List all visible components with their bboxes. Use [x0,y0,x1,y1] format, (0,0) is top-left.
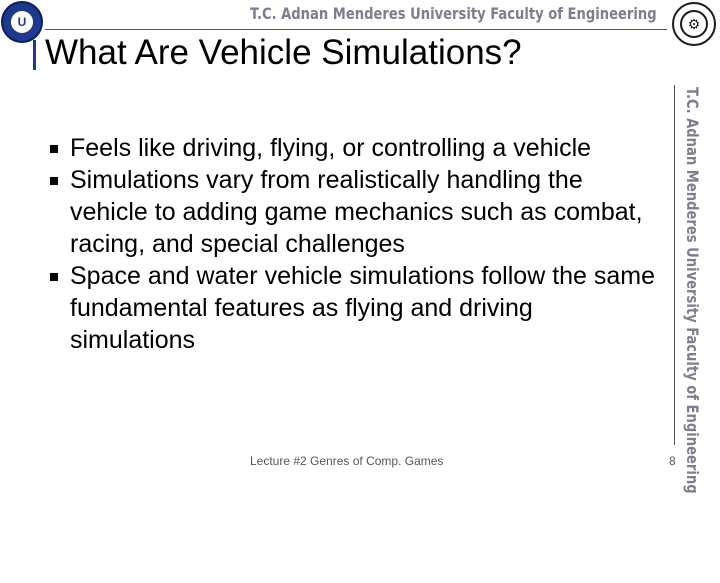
slide-title: What Are Vehicle Simulations? [45,33,522,72]
footer-lecture-label: Lecture #2 Genres of Comp. Games [250,454,444,468]
header-banner: T.C. Adnan Menderes University Faculty of Engineering [250,4,657,23]
bullet-text: Feels like driving, flying, or controlling a vehicle [70,134,592,162]
page-number: 8 [669,454,676,468]
bullet-item [44,260,662,356]
university-seal-icon: U [1,1,43,43]
side-divider [674,85,675,445]
bullet-item [44,132,662,164]
square-bullet-icon [50,145,58,153]
bullet-text: Simulations vary from realistically handling the vehicle to adding game mechanics such as combat, racing, and special challenges [70,166,643,258]
header-divider [45,29,667,30]
bullet-text: Space and water vehicle simulations follow the same fundamental features as flying and driving simulations [70,262,656,354]
faculty-seal-icon: ⚙ [672,2,716,46]
side-banner [683,87,702,583]
side-banner-text: T.C. Adnan Menderes University Faculty of Engineering [683,87,702,494]
title-accent-bar [33,40,36,70]
square-bullet-icon [50,273,58,281]
square-bullet-icon [50,177,58,185]
bullet-item [44,164,662,260]
bullet-list [44,132,662,356]
